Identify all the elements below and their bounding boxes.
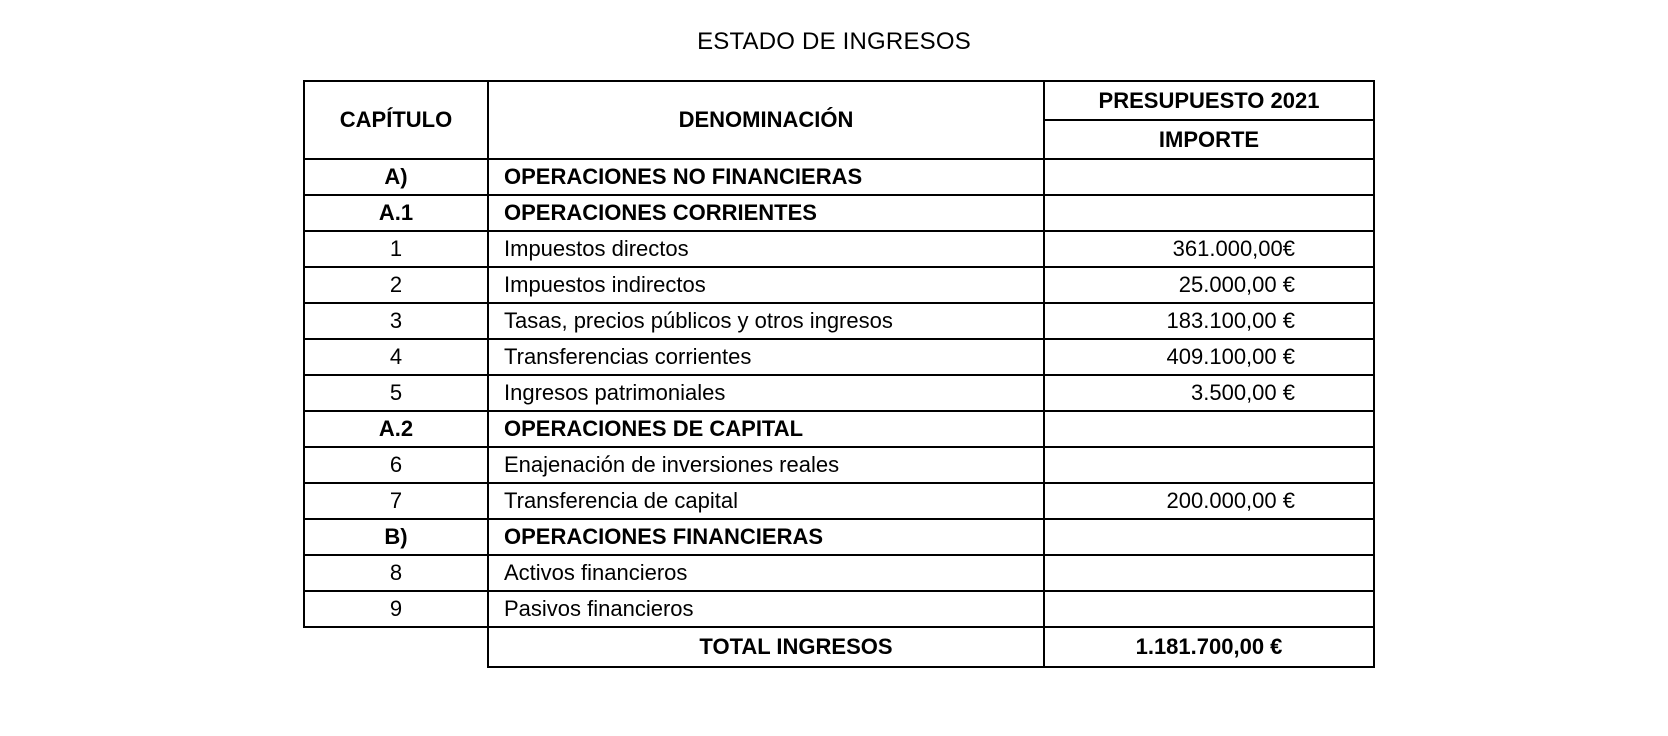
row-denominacion: OPERACIONES NO FINANCIERAS — [488, 159, 1044, 195]
row-importe: 3.500,00 € — [1044, 375, 1374, 411]
total-row — [304, 627, 1374, 667]
row-importe: 200.000,00 € — [1044, 483, 1374, 519]
row-denominacion: Transferencia de capital — [488, 483, 1044, 519]
header-row — [304, 81, 1374, 120]
table-row — [304, 375, 1374, 411]
row-denominacion: Enajenación de inversiones reales — [488, 447, 1044, 483]
table-row — [304, 267, 1374, 303]
table-row — [304, 411, 1374, 447]
row-capitulo: 7 — [304, 483, 488, 519]
row-denominacion: Impuestos indirectos — [488, 267, 1044, 303]
header-capitulo: CAPÍTULO — [304, 81, 488, 159]
income-budget-table — [303, 80, 1375, 668]
row-importe — [1044, 195, 1374, 231]
document-title: ESTADO DE INGRESOS — [697, 28, 971, 55]
row-capitulo: 4 — [304, 339, 488, 375]
row-capitulo: 9 — [304, 591, 488, 627]
total-blank-cell — [304, 627, 488, 667]
row-importe — [1044, 159, 1374, 195]
table-row — [304, 555, 1374, 591]
row-denominacion: Pasivos financieros — [488, 591, 1044, 627]
table-row — [304, 195, 1374, 231]
row-importe — [1044, 411, 1374, 447]
row-capitulo: B) — [304, 519, 488, 555]
row-capitulo: A) — [304, 159, 488, 195]
table-row — [304, 231, 1374, 267]
row-capitulo: 6 — [304, 447, 488, 483]
total-label: TOTAL INGRESOS — [488, 627, 1044, 667]
total-value: 1.181.700,00 € — [1044, 627, 1374, 667]
row-importe — [1044, 591, 1374, 627]
header-importe: IMPORTE — [1044, 120, 1374, 159]
table-row — [304, 483, 1374, 519]
row-importe — [1044, 447, 1374, 483]
row-denominacion: Activos financieros — [488, 555, 1044, 591]
row-capitulo: 8 — [304, 555, 488, 591]
row-denominacion: Transferencias corrientes — [488, 339, 1044, 375]
header-denominacion: DENOMINACIÓN — [488, 81, 1044, 159]
row-capitulo: A.1 — [304, 195, 488, 231]
row-denominacion: OPERACIONES DE CAPITAL — [488, 411, 1044, 447]
row-importe: 183.100,00 € — [1044, 303, 1374, 339]
row-denominacion: Impuestos directos — [488, 231, 1044, 267]
row-importe — [1044, 519, 1374, 555]
row-denominacion: OPERACIONES CORRIENTES — [488, 195, 1044, 231]
row-importe: 361.000,00€ — [1044, 231, 1374, 267]
row-capitulo: 2 — [304, 267, 488, 303]
row-capitulo: A.2 — [304, 411, 488, 447]
row-denominacion: OPERACIONES FINANCIERAS — [488, 519, 1044, 555]
row-denominacion: Tasas, precios públicos y otros ingresos — [488, 303, 1044, 339]
table-row — [304, 519, 1374, 555]
row-importe: 25.000,00 € — [1044, 267, 1374, 303]
row-importe: 409.100,00 € — [1044, 339, 1374, 375]
row-capitulo: 3 — [304, 303, 488, 339]
header-presupuesto: PRESUPUESTO 2021 — [1044, 81, 1374, 120]
table-row — [304, 159, 1374, 195]
table-row — [304, 591, 1374, 627]
row-capitulo: 1 — [304, 231, 488, 267]
row-capitulo: 5 — [304, 375, 488, 411]
row-importe — [1044, 555, 1374, 591]
row-denominacion: Ingresos patrimoniales — [488, 375, 1044, 411]
table-row — [304, 447, 1374, 483]
table-row — [304, 303, 1374, 339]
table-row — [304, 339, 1374, 375]
